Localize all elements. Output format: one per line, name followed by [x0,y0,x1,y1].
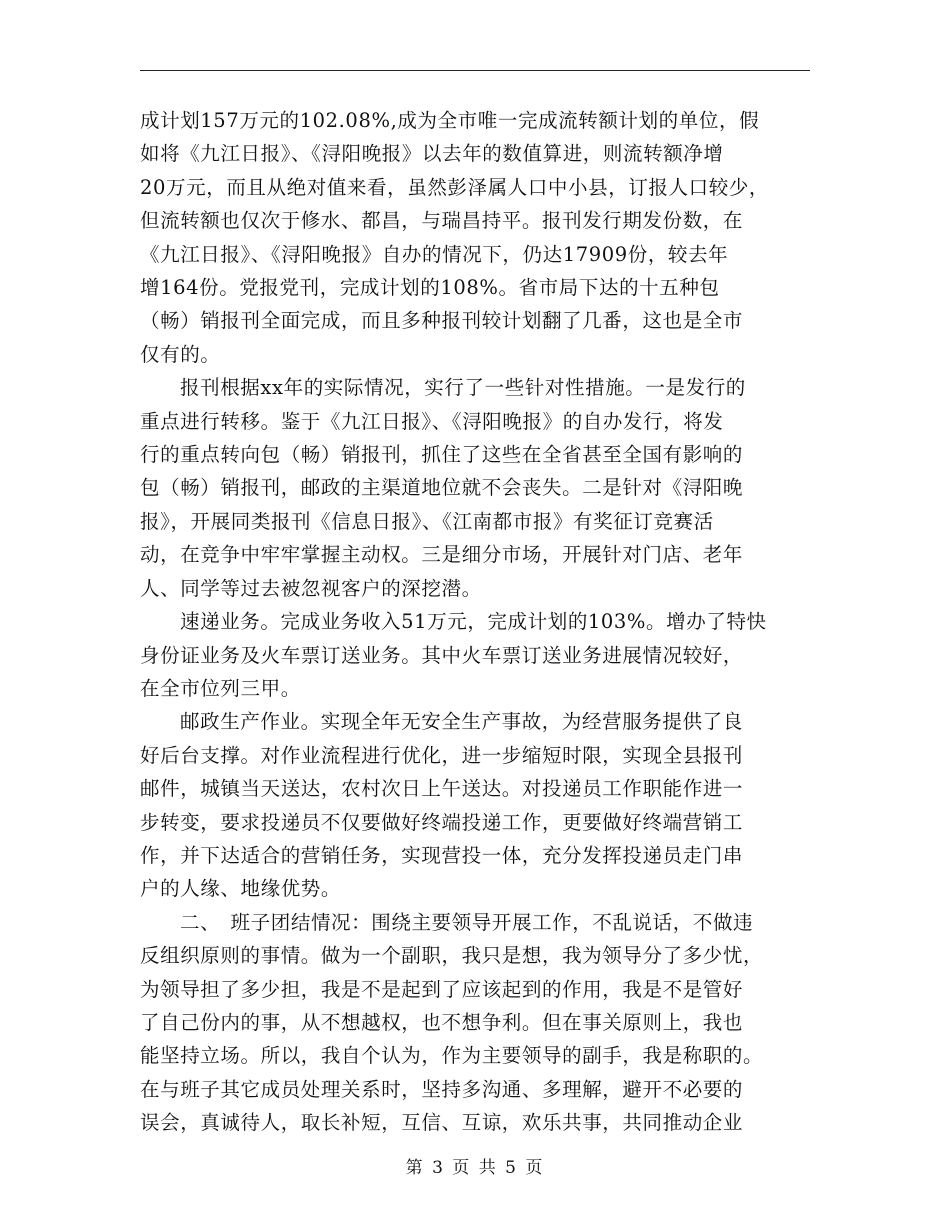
text-line: 增164份。党报党刊，完成计划的108%。省市局下达的十五种包 [140,276,720,300]
text-line: 能坚持立场。所以，我自个认为，作为主要领导的副手，我是称职的。 [140,1044,764,1068]
text-line: 仅有的。 [140,342,221,366]
text-line: 作，并下达适合的营销任务，实现营投一体，充分发挥投递员走门串 [140,843,744,867]
text-line: 报刊根据xx年的实际情况，实行了一些针对性措施。一是发行的 [180,376,746,400]
text-line: 如将《九江日报》、《浔阳晚报》以去年的数值算进，则流转额净增 [140,142,724,166]
text-line: 包（畅）销报刊，邮政的主渠道地位就不会丧失。二是针对《浔阳晚 [140,476,744,500]
text-line: 身份证业务及火车票订送业务。其中火车票订送业务进展情况较好， [140,643,744,667]
text-line: 成计划157万元的102.08%,成为全市唯一完成流转额计划的单位，假 [140,109,760,132]
text-line: 反组织原则的事情。做为一个副职，我只是想，我为领导分了多少忧， [140,944,764,968]
document-body [140,104,812,1140]
text-line: 误会，真诚待人，取长补短，互信、互谅，欢乐共事，共同推动企业 [140,1111,744,1135]
text-line: 人、同学等过去被忽视客户的深挖潜。 [140,576,482,600]
text-line: 《九江日报》、《浔阳晚报》自办的情况下，仍达17909份，较去年 [140,242,729,266]
text-line: 好后台支撑。对作业流程进行优化，进一步缩短时限，实现全县报刊 [140,743,744,767]
text-line: 户的人缘、地缘优势。 [140,877,342,901]
text-line: 在全市位列三甲。 [140,676,301,700]
text-line: 了自己份内的事，从不想越权，也不想争利。但在事关原则上，我也 [140,1010,744,1034]
text-line: 为领导担了多少担，我是不是起到了应该起到的作用，我是不是管好 [140,977,744,1001]
text-line: 步转变，要求投递员不仅要做好终端投递工作，更要做好终端营销工 [140,810,744,834]
text-line: （畅）销报刊全面完成，而且多种报刊较计划翻了几番，这也是全市 [140,309,744,333]
header-rule [140,70,810,71]
text-line: 二、 班子团结情况：围绕主要领导开展工作，不乱说话，不做违 [180,910,754,934]
text-line: 报》，开展同类报刊《信息日报》、《江南都市报》有奖征订竞赛活 [140,509,714,533]
text-line: 但流转额也仅次于修水、都昌，与瑞昌持平。报刊发行期发份数，在 [140,209,744,233]
text-line: 在与班子其它成员处理关系时，坚持多沟通、多理解，避开不必要的 [140,1077,744,1101]
text-line: 邮政生产作业。实现全年无安全生产事故，为经营服务提供了良 [180,710,743,734]
text-line: 行的重点转向包（畅）销报刊，抓住了这些在全省甚至全国有影响的 [140,443,744,467]
text-line: 重点进行转移。鉴于《九江日报》、《浔阳晚报》的自办发行，将发 [140,409,724,433]
text-line: 速递业务。完成业务收入51万元，完成计划的103%。增办了特快 [180,610,767,634]
text-line: 邮件，城镇当天送达，农村次日上午送达。对投递员工作职能作进一 [140,777,744,801]
text-line: 动，在竞争中牢牢掌握主动权。三是细分市场，开展针对门店、老年 [140,543,744,567]
page-footer: 第 3 页 共 5 页 [405,1158,545,1178]
text-line: 20万元，而且从绝对值来看，虽然彭泽属人口中小县，订报人口较少， [140,175,770,199]
